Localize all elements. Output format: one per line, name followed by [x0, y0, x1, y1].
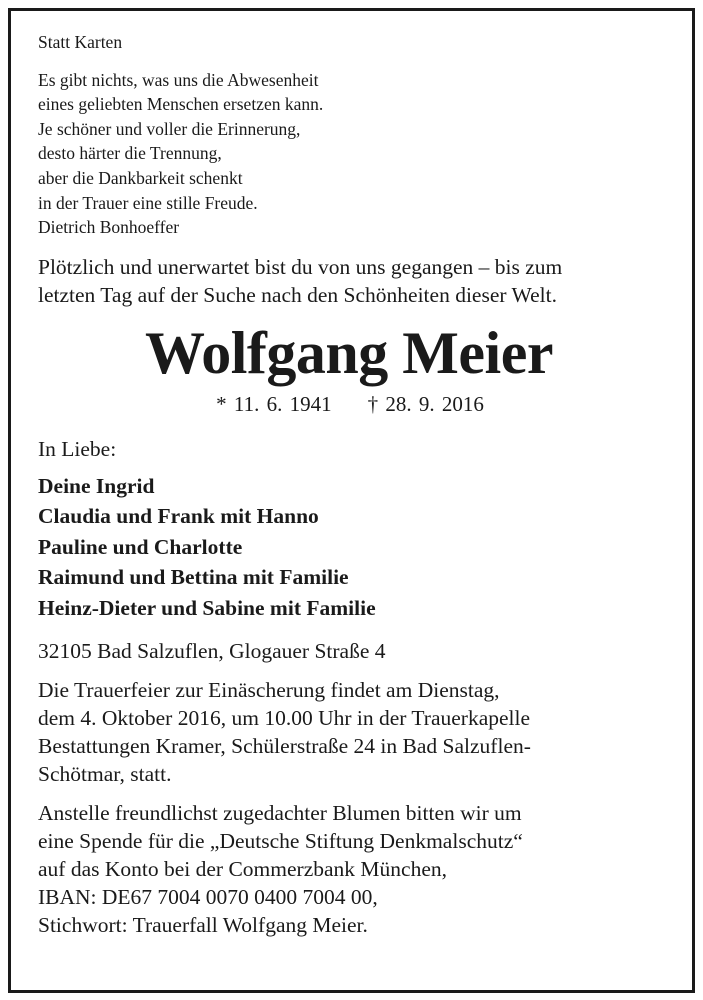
- family-member: Pauline und Charlotte: [38, 534, 243, 559]
- in-love-label: In Liebe:: [38, 436, 117, 461]
- quote-author: Dietrich Bonhoeffer: [38, 217, 180, 238]
- deceased-name: Wolfgang Meier: [145, 319, 553, 386]
- donation-line: auf das Konto bei der Commerzbank München,: [38, 857, 447, 882]
- quote-line: Je schöner und voller die Erinnerung,: [38, 118, 301, 139]
- quote-line: desto härter die Trennung,: [38, 143, 222, 164]
- quote-block: [38, 68, 668, 240]
- donation-line: Anstelle freundlichst zugedachter Blumen bitten wir um: [38, 801, 522, 826]
- birth-date: * 11. 6. 1941: [216, 391, 332, 416]
- family-member: Claudia und Frank mit Hanno: [38, 504, 319, 529]
- quote-line: in der Trauer eine stille Freude.: [38, 192, 258, 213]
- donation-line: IBAN: DE67 7004 0070 0400 7004 00,: [38, 885, 378, 910]
- donation-paragraph: [38, 799, 668, 939]
- obituary-notice: [38, 30, 668, 939]
- quote-line: eines geliebten Menschen ersetzen kann.: [38, 94, 324, 115]
- donation-line: Stichwort: Trauerfall Wolfgang Meier.: [38, 913, 368, 938]
- family-member: Heinz-Dieter und Sabine mit Familie: [38, 595, 376, 620]
- quote-line: aber die Dankbarkeit schenkt: [38, 167, 243, 188]
- service-line: Bestattungen Kramer, Schülerstraße 24 in Bad Salzuflen-: [38, 734, 531, 759]
- intro-line: Plötzlich und unerwartet bist du von uns gegangen – bis zum: [38, 254, 563, 279]
- family-member: Deine Ingrid: [38, 473, 155, 498]
- intro-paragraph: [38, 253, 668, 309]
- family-member: Raimund und Bettina mit Familie: [38, 565, 349, 590]
- life-dates: [32, 391, 668, 417]
- service-line: dem 4. Oktober 2016, um 10.00 Uhr in der Trauerkapelle: [38, 706, 531, 731]
- service-line: Die Trauerfeier zur Einäscherung findet am Dienstag,: [38, 678, 500, 703]
- header-text: Statt Karten: [38, 32, 123, 52]
- intro-line: letzten Tag auf der Suche nach den Schönheiten dieser Welt.: [38, 282, 557, 307]
- quote-line: Es gibt nichts, was uns die Abwesenheit: [38, 69, 319, 90]
- donation-line: eine Spende für die „Deutsche Stiftung Denkmalschutz“: [38, 829, 523, 854]
- family-list: [38, 471, 668, 624]
- service-line: Schötmar, statt.: [38, 762, 172, 787]
- death-date: † 28. 9. 2016: [367, 391, 484, 416]
- service-paragraph: [38, 676, 668, 788]
- address: 32105 Bad Salzuflen, Glogauer Straße 4: [38, 639, 386, 664]
